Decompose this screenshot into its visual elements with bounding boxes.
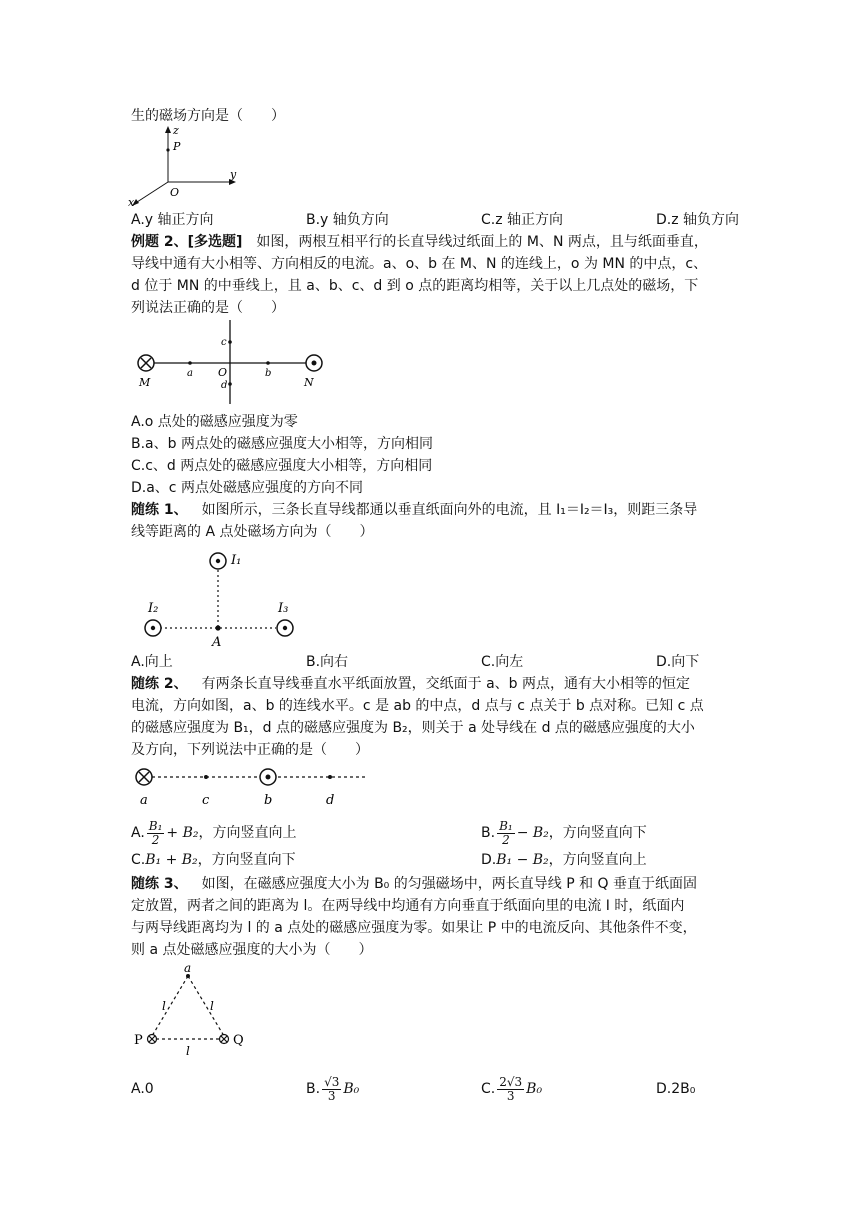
label-l-left: l	[162, 999, 166, 1013]
example-2-text-line-3: d 位于 MN 的中垂线上，且 a、b、c、d 到 o 点的距离均相等，关于以上几点处的磁场，下	[131, 278, 699, 294]
practice-2-text-line-2: 电流，方向如图，a、b 的连线水平。c 是 ab 的中点，d 点与 c 点关于 b 点对称。已知 c 点	[131, 698, 704, 714]
option-c[interactable]: C. $\frac{2√3}{3}$ B₀	[481, 1074, 543, 1103]
practice-2-label: 随练 2、	[131, 676, 188, 692]
option-a[interactable]: A.o 点处的磁感应强度为零	[131, 414, 298, 430]
label-i2: I₂	[148, 601, 159, 616]
triangle-wires-figure	[130, 962, 260, 1058]
question-tail-text: 生的磁场方向是（ ）	[131, 108, 285, 124]
option-c[interactable]: C.向左	[481, 654, 524, 670]
option-a[interactable]: A. $\frac{\text{B₁}}{2}$ + B₂，方向竖直向上	[131, 818, 297, 847]
label-b: b	[265, 368, 272, 379]
option-d[interactable]: D.B₁ − B₂，方向竖直向上	[481, 852, 647, 868]
axis-label-y: y	[230, 168, 237, 181]
option-d[interactable]: D.向下	[656, 654, 700, 670]
label-l-bottom: l	[186, 1044, 190, 1058]
option-c[interactable]: C.c、d 两点处的磁感应强度大小相等，方向相同	[131, 458, 433, 474]
example-2-text-line-2: 导线中通有大小相等、方向相反的电流。a、o、b 在 M、N 的连线上，o 为 MN 的中点，c、	[131, 256, 708, 272]
option-b[interactable]: B.a、b 两点处的磁感应强度大小相等，方向相同	[131, 436, 433, 452]
label-a: A	[212, 635, 222, 650]
option-a[interactable]: A.向上	[131, 654, 173, 670]
example-2-text-line-1: 例题 2、[多选题] 如图，两根互相平行的长直导线过纸面上的 M、N 两点，且与纸面垂直，	[131, 234, 708, 250]
example-2-text-line-4: 列说法正确的是（ ）	[131, 300, 285, 316]
option-d[interactable]: D.a、c 两点处磁感应强度的方向不同	[131, 480, 363, 496]
two-wires-line-figure	[132, 764, 372, 808]
option-a[interactable]: A.0	[131, 1081, 154, 1097]
option-d[interactable]: D.z 轴负方向	[656, 212, 740, 228]
label-p: P	[134, 1033, 143, 1048]
axis-label-x: x	[128, 196, 135, 208]
practice-3-text-line-4: 则 a 点处磁感应强度的大小为（ ）	[131, 942, 373, 958]
practice-3-text-line-1: 随练 3、 如图，在磁感应强度大小为 B₀ 的匀强磁场中，两长直导线 P 和 Q 垂直于纸面固	[131, 876, 698, 892]
origin-label: O	[170, 186, 180, 199]
option-c[interactable]: C.B₁ + B₂，方向竖直向下	[131, 852, 296, 868]
axis-label-z: z	[173, 124, 179, 137]
option-b[interactable]: B. $\frac{√3}{3}$ B₀	[306, 1074, 360, 1103]
option-a[interactable]: A.y 轴正方向	[131, 212, 214, 228]
label-a: a	[187, 368, 193, 379]
practice-3-text-line-2: 定放置，两者之间的距离为 l。在两导线中均通有方向垂直于纸面向里的电流 I 时，纸面内	[131, 898, 685, 914]
label-a: a	[140, 793, 148, 808]
label-c: c	[221, 337, 227, 348]
practice-2-text-line-4: 及方向，下列说法中正确的是（ ）	[131, 742, 369, 758]
option-b[interactable]: B. $\frac{\text{B₁}}{2}$ − B₂，方向竖直向下	[481, 818, 647, 847]
point-label-p: P	[173, 140, 181, 153]
example-2-label: 例题 2、[多选题]	[131, 234, 243, 250]
practice-3-label: 随练 3、	[131, 876, 188, 892]
two-wires-figure	[132, 318, 332, 408]
practice-1-text-line-2: 线等距离的 A 点处磁场方向为（ ）	[131, 524, 374, 540]
label-i1: I₁	[231, 553, 242, 568]
practice-1-label: 随练 1、	[131, 502, 188, 518]
option-c[interactable]: C.z 轴正方向	[481, 212, 564, 228]
practice-1-text-line-1: 随练 1、 如图所示，三条长直导线都通以垂直纸面向外的电流，且 I₁＝I₂＝I₃，则距三条导	[131, 502, 698, 518]
label-i3: I₃	[278, 601, 289, 616]
label-d: d	[221, 380, 228, 391]
label-q: Q	[233, 1033, 244, 1048]
practice-3-text-line-3: 与两导线距离均为 l 的 a 点处的磁感应强度为零。如果让 P 中的电流反向、其他条件不变，	[131, 920, 697, 936]
option-b[interactable]: B.向右	[306, 654, 349, 670]
coordinate-axes-figure	[128, 124, 248, 208]
label-o: O	[218, 366, 228, 379]
option-b[interactable]: B.y 轴负方向	[306, 212, 389, 228]
three-wires-figure	[138, 544, 314, 650]
label-a: a	[184, 962, 192, 975]
label-l-right: l	[210, 999, 214, 1013]
practice-2-text-line-3: 的磁感应强度为 B₁，d 点的磁感应强度为 B₂，则关于 a 处导线在 d 点的磁感应强度的大小	[131, 720, 695, 736]
label-b: b	[264, 793, 273, 808]
option-d[interactable]: D.2B₀	[656, 1081, 696, 1097]
practice-2-text-line-1: 随练 2、 有两条长直导线垂直水平纸面放置，交纸面于 a、b 两点，通有大小相等的恒定	[131, 676, 690, 692]
label-c: c	[202, 793, 210, 808]
label-n: N	[304, 376, 314, 389]
label-d: d	[326, 793, 335, 808]
label-m: M	[139, 376, 151, 389]
